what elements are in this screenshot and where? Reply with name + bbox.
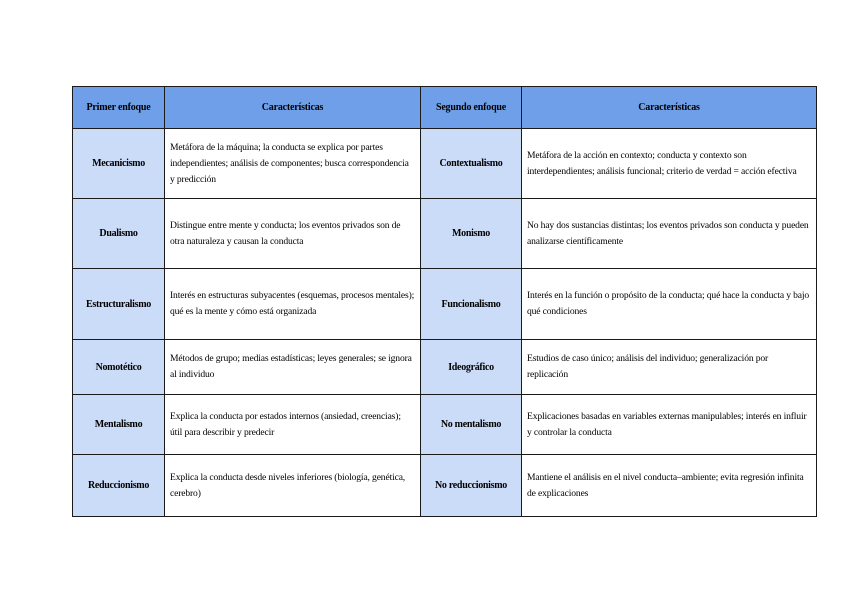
table-row [73, 129, 817, 199]
second-description-cell: Mantiene el análisis en el nivel conducta–ambiente; evita regresión infinita de explicaciones [522, 455, 817, 517]
second-approach-cell: No reduccionismo [421, 455, 522, 517]
first-description-cell: Distingue entre mente y conducta; los eventos privados son de otra naturaleza y causan la conducta [165, 199, 421, 269]
first-description-cell: Interés en estructuras subyacentes (esquemas, procesos mentales); qué es la mente y cómo está organizada [165, 269, 421, 340]
table-row [73, 199, 817, 269]
table-row [73, 269, 817, 340]
comparison-table [72, 86, 817, 517]
first-approach-cell: Nomotético [73, 340, 165, 395]
second-approach-cell: Funcionalismo [421, 269, 522, 340]
second-description-cell: Explicaciones basadas en variables externas manipulables; interés en influir y controlar la conducta [522, 395, 817, 455]
first-approach-cell: Dualismo [73, 199, 165, 269]
header-second-approach: Segundo enfoque [421, 87, 522, 129]
first-description-cell: Metáfora de la máquina; la conducta se explica por partes independientes; análisis de componentes; busca correspondencia y predicción [165, 129, 421, 199]
second-description-cell: Estudios de caso único; análisis del individuo; generalización por replicación [522, 340, 817, 395]
second-approach-cell: No mentalismo [421, 395, 522, 455]
first-description-cell: Métodos de grupo; medias estadísticas; leyes generales; se ignora al individuo [165, 340, 421, 395]
second-description-cell: Metáfora de la acción en contexto; conducta y contexto son interdependientes; análisis funcional; criterio de verdad = acción efectiva [522, 129, 817, 199]
first-approach-cell: Reduccionismo [73, 455, 165, 517]
first-approach-cell: Mentalismo [73, 395, 165, 455]
first-description-cell: Explica la conducta desde niveles inferiores (biología, genética, cerebro) [165, 455, 421, 517]
table-row [73, 395, 817, 455]
first-approach-cell: Mecanicismo [73, 129, 165, 199]
second-approach-cell: Monismo [421, 199, 522, 269]
second-description-cell: Interés en la función o propósito de la conducta; qué hace la conducta y bajo qué condiciones [522, 269, 817, 340]
first-description-cell: Explica la conducta por estados internos (ansiedad, creencias); útil para describir y predecir [165, 395, 421, 455]
second-approach-cell: Ideográfico [421, 340, 522, 395]
header-first-approach: Primer enfoque [73, 87, 165, 129]
header-row [73, 87, 817, 129]
second-approach-cell: Contextualismo [421, 129, 522, 199]
table-row [73, 340, 817, 395]
first-approach-cell: Estructuralismo [73, 269, 165, 340]
table-row [73, 455, 817, 517]
header-first-characteristics: Características [165, 87, 421, 129]
second-description-cell: No hay dos sustancias distintas; los eventos privados son conducta y pueden analizarse científicamente [522, 199, 817, 269]
header-second-characteristics: Características [522, 87, 817, 129]
